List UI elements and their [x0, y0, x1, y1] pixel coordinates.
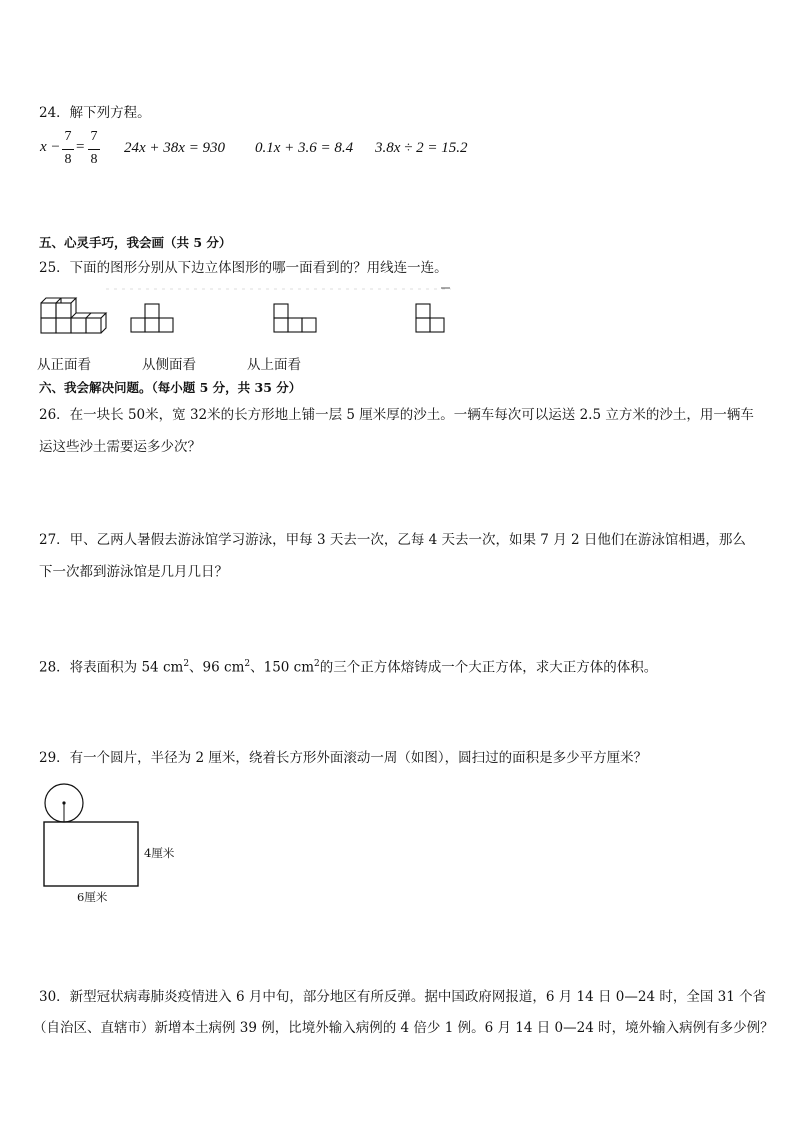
q28-post: 的三个正方体熔铸成一个大正方体，求大正方体的体积。	[319, 659, 658, 676]
rect-height-label: 4厘米	[144, 846, 175, 860]
section-6-heading: 六、我会解决问题。（每小题 5 分，共 35 分）	[39, 380, 302, 395]
q30-line2: （自治区、直辖市）新增本土病例 39 例，比境外输入病例的 4 倍少 1 例。6 月 14 日 0—24 时，境外输入病例有多少例？	[33, 1020, 774, 1036]
solid-figure	[41, 298, 106, 333]
q28-sep2: 、150 cm	[250, 659, 315, 676]
eq1-denominator: 8	[64, 152, 72, 167]
q24-title: 24．解下列方程。	[39, 105, 151, 121]
q30-line1: 30．新型冠状病毒肺炎疫情进入 6 月中旬，部分地区有所反弹。据中国政府网报道，6 月 14 日 0—24 时，全国 31 个省	[39, 989, 767, 1005]
eq1-rhs-denominator: 8	[90, 152, 98, 167]
label-front-view: 从正面看	[37, 357, 91, 373]
eq1-numerator: 7	[64, 129, 72, 144]
q27-line2: 下一次都到游泳馆是几月几日？	[39, 564, 228, 580]
q29-figure	[40, 782, 150, 892]
section-5-heading: 五、心灵手巧，我会画（共 5 分）	[39, 235, 232, 250]
rect-width-label: 6厘米	[77, 890, 108, 904]
q28-exp-3: 2	[314, 659, 320, 669]
q28-exp-2: 2	[244, 659, 251, 669]
q26-line2: 运这些沙土需要运多少次？	[39, 439, 201, 455]
eq1-fraction-bar	[62, 149, 74, 150]
rectangle	[44, 822, 138, 886]
q27-line1: 27．甲、乙两人暑假去游泳馆学习游泳，甲每 3 天去一次，乙每 4 天去一次，如果 7 月 2 日他们在游泳馆相遇，那么	[39, 532, 746, 548]
eq1-lhs: x −	[40, 139, 61, 155]
label-top-view: 从上面看	[247, 357, 301, 373]
eq1-rhs-numerator: 7	[90, 129, 98, 144]
equation-3: 0.1x + 3.6 = 8.4	[255, 140, 354, 156]
q28-exp-1: 2	[183, 659, 190, 669]
q25-figures	[36, 286, 496, 342]
q28-pre: 28．将表面积为 54 cm	[39, 659, 184, 676]
equation-2: 24x + 38x = 930	[124, 140, 226, 156]
q25-title: 25．下面的图形分别从下边立体图形的哪一面看到的？用线连一连。	[39, 260, 448, 276]
q28-sep1: 、96 cm	[189, 659, 245, 676]
view-shape-2	[274, 304, 316, 332]
eq1-equals: =	[76, 139, 85, 155]
q28-text	[39, 654, 657, 678]
label-side-view: 从侧面看	[142, 357, 196, 373]
view-shape-1	[131, 304, 173, 332]
view-shape-3	[416, 304, 444, 332]
eq1-rhs-fraction-bar	[88, 149, 100, 150]
q29-title: 29．有一个圆片，半径为 2 厘米，绕着长方形外面滚动一周（如图），圆扫过的面积是多少平方厘米？	[39, 750, 648, 766]
equation-4: 3.8x ÷ 2 = 15.2	[375, 140, 468, 156]
q26-line1: 26．在一块长 50米，宽 32米的长方形地上铺一层 5 厘米厚的沙土。一辆车每次可以运送 2.5 立方米的沙土，用一辆车	[39, 407, 754, 423]
